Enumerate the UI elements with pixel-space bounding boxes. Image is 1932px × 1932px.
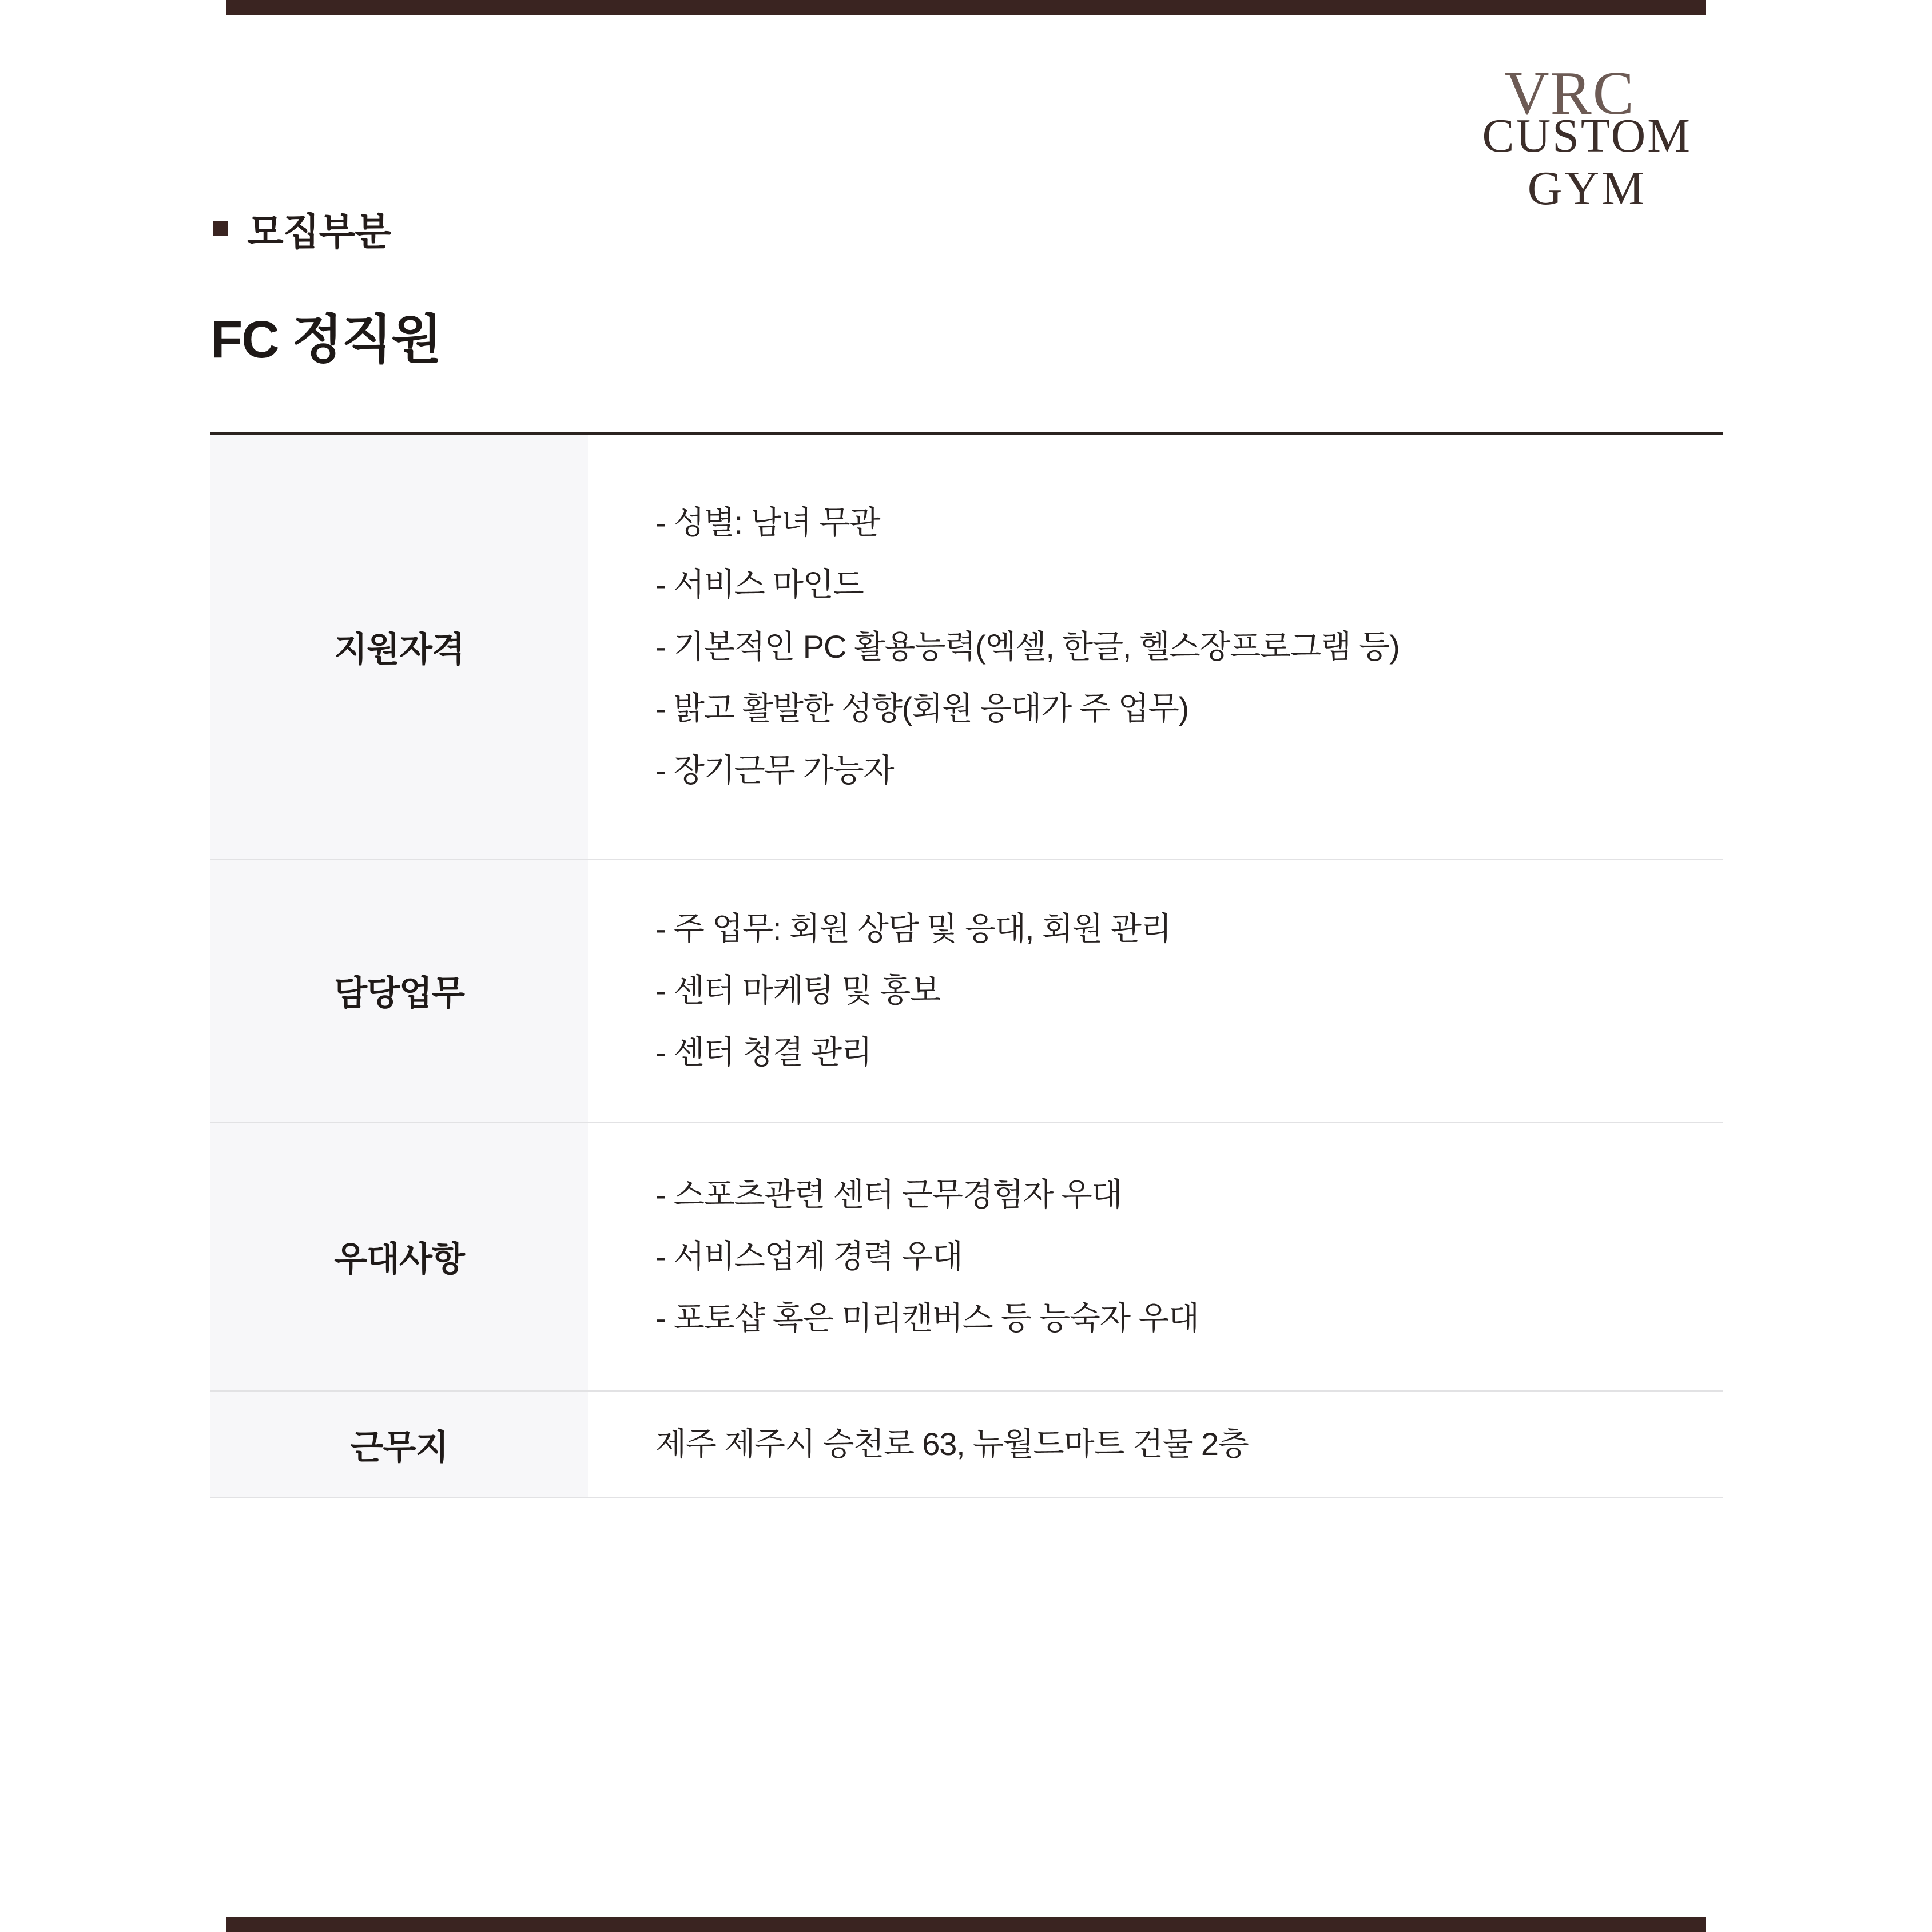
list-item: - 서비스 마인드	[655, 566, 864, 603]
row-label-duty: 담당업무	[210, 860, 588, 1122]
list-item: - 성별: 남녀 무관	[655, 504, 880, 540]
list-item: 제주 제주시 승천로 63, 뉴월드마트 건물 2층	[655, 1426, 1249, 1462]
job-details-table	[210, 432, 1723, 1498]
list-item: - 센터 마케팅 및 홍보	[655, 972, 941, 1008]
brand-logo-gym: GYM	[1527, 162, 1647, 215]
list-item: - 센터 청결 관리	[655, 1034, 872, 1071]
row-content-location	[588, 1392, 1723, 1497]
row-content-duty	[588, 860, 1723, 1122]
square-bullet-icon	[213, 221, 228, 236]
row-label-qualification: 지원자격	[210, 435, 588, 859]
row-content-preference	[588, 1123, 1723, 1391]
list-item: - 기본적인 PC 활용능력(엑셀, 한글, 헬스장프로그램 등)	[655, 628, 1400, 665]
list-item: - 주 업무: 회원 상담 및 응대, 회원 관리	[655, 910, 1171, 947]
bottom-accent-bar	[226, 1917, 1706, 1932]
table-row	[210, 1392, 1723, 1498]
section-heading	[213, 201, 391, 256]
page-title: FC 정직원	[210, 311, 441, 369]
table-row	[210, 435, 1723, 860]
brand-logo	[1482, 59, 1692, 215]
list-item: - 서비스업계 경력 우대	[655, 1238, 963, 1274]
table-row	[210, 860, 1723, 1123]
section-heading-label: 모집부분	[247, 210, 391, 253]
row-label-location: 근무지	[210, 1392, 588, 1497]
table-row	[210, 1123, 1723, 1392]
row-content-qualification	[588, 435, 1723, 859]
list-item: - 밝고 활발한 성향(회원 응대가 주 업무)	[655, 690, 1188, 726]
list-item: - 포토샵 혹은 미리캔버스 등 능숙자 우대	[655, 1300, 1199, 1337]
list-item: - 장기근무 가능자	[655, 752, 894, 789]
row-label-preference: 우대사항	[210, 1123, 588, 1391]
top-accent-bar	[226, 0, 1706, 15]
brand-logo-vrc: VRC	[1504, 59, 1635, 128]
brand-logo-custom: CUSTOM	[1482, 109, 1692, 162]
list-item: - 스포츠관련 센터 근무경험자 우대	[655, 1176, 1122, 1213]
